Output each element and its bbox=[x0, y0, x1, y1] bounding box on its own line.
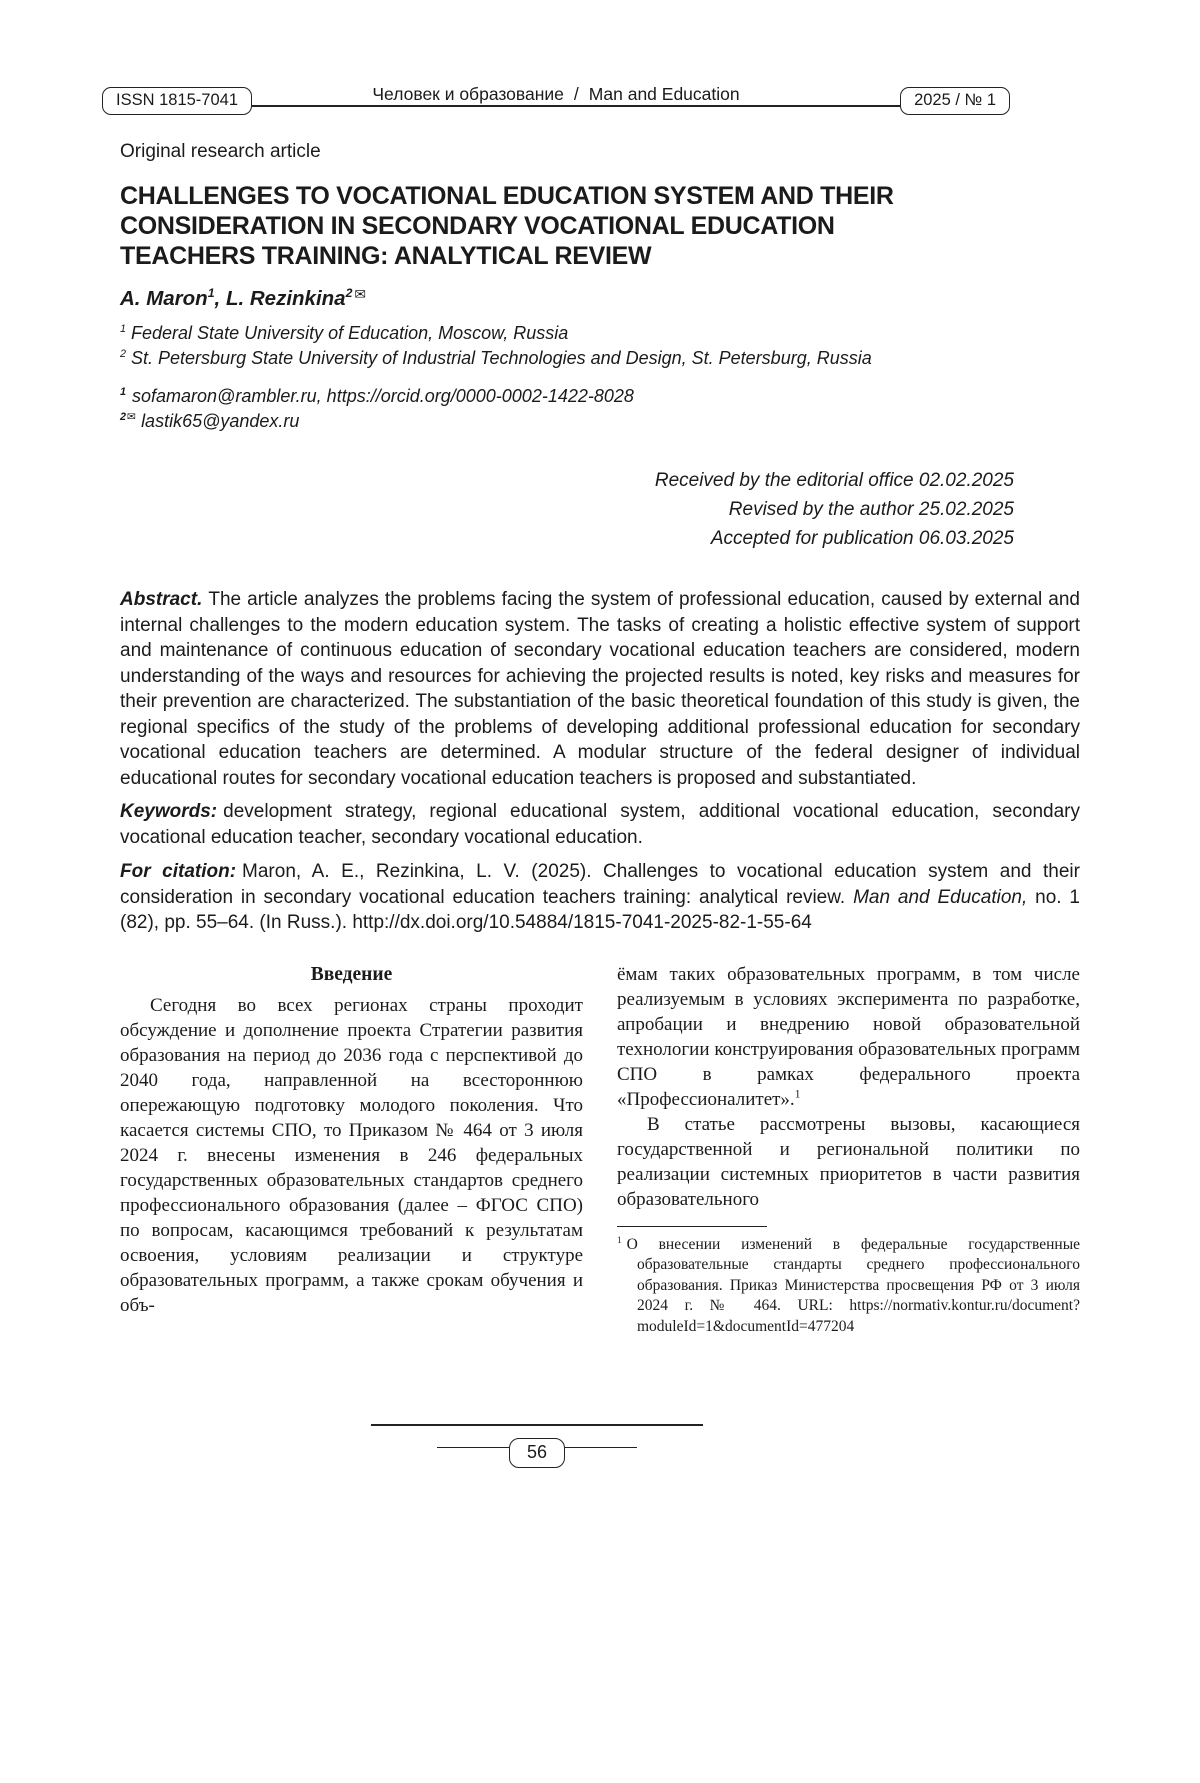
journal-title bbox=[372, 84, 739, 105]
footnote-number: 1 bbox=[617, 1235, 622, 1246]
authors-separator: , bbox=[214, 287, 226, 310]
affiliation-2-number: 2 bbox=[120, 348, 127, 360]
footer-left-line bbox=[437, 1447, 509, 1449]
journal-title-en: Man and Education bbox=[588, 84, 740, 104]
revised-date: Revised by the author 25.02.2025 bbox=[728, 499, 1014, 520]
journal-header bbox=[102, 85, 1010, 117]
article-dates bbox=[120, 466, 1080, 553]
citation-label: For citation: bbox=[120, 861, 237, 882]
abstract-label: Abstract. bbox=[120, 589, 203, 610]
contact-1-number: 1 bbox=[120, 386, 127, 398]
page-number-row bbox=[437, 1438, 637, 1468]
author-2-name: L. Rezinkina bbox=[225, 287, 346, 310]
footnote-reference: 1 bbox=[794, 1088, 801, 1101]
footer-right-line bbox=[565, 1447, 637, 1449]
body-paragraph bbox=[617, 962, 1080, 1112]
affiliation-2 bbox=[120, 346, 1080, 371]
received-date: Received by the editorial office 02.02.2025 bbox=[654, 470, 1014, 491]
footnote bbox=[617, 1235, 1080, 1338]
accepted-date: Accepted for publication 06.03.2025 bbox=[710, 528, 1014, 549]
contact-2-email[interactable]: lastik65@yandex.ru bbox=[141, 411, 300, 431]
abstract bbox=[120, 587, 1080, 791]
body-paragraph: В статье рассмотрены вызовы, касающиеся государственной и региональной политики по реализации системных приоритетов в части развития образовательного bbox=[617, 1113, 1080, 1210]
issn-badge bbox=[102, 87, 252, 115]
affiliations bbox=[120, 321, 1080, 371]
contact-1 bbox=[120, 384, 1080, 409]
author-1-affiliation-ref: 1 bbox=[207, 286, 215, 301]
contacts bbox=[120, 384, 1080, 434]
body-paragraph-text: ёмам таких образовательных программ, в том числе реализуемым в условиях эксперимента по разработке, апробации и внедрению новой образовательной технологии конструирования образовательных программ СПО в рамках федерального проекта «Профессионалитет». bbox=[617, 963, 1080, 1110]
contact-2-number: 2 bbox=[120, 411, 127, 423]
authors-line bbox=[120, 287, 1080, 311]
article-body-columns bbox=[120, 962, 1080, 1338]
keywords-label: Keywords: bbox=[120, 801, 218, 822]
citation bbox=[120, 859, 1080, 936]
affiliation-1 bbox=[120, 321, 1080, 346]
journal-title-ru: Человек и образование bbox=[372, 84, 564, 104]
contact-1-email-orcid[interactable]: sofamaron@rambler.ru, https://orcid.org/0000-0002-1422-8028 bbox=[132, 386, 634, 406]
keywords-text: development strategy, regional educational system, additional vocational education, secondary vocational education teacher, secondary vocational education. bbox=[120, 801, 1080, 848]
citation-text-2: no. 1 (82), pp. 55–64. (In Russ.). http://dx.doi.org/10.54884/1815-7041-2025-82-1-55-64 bbox=[120, 886, 1080, 933]
issue-text: 2025 / № 1 bbox=[914, 91, 996, 109]
keywords bbox=[120, 799, 1080, 850]
citation-text-1: Maron, A. E., Rezinkina, L. V. (2025). Challenges to vocational education system and their consideration in secondary vocational education teachers training: analytical review. bbox=[120, 861, 1080, 908]
page-footer bbox=[371, 1424, 703, 1468]
author-2-affiliation-ref: 2 bbox=[345, 286, 353, 301]
affiliation-1-number: 1 bbox=[120, 323, 127, 335]
footnote-text: О внесении изменений в федеральные государственные образовательные стандарты среднего профессионального образования. Приказ Министерства просвещения РФ от 3 июля 2024 г. № 464. URL: https://normativ.kontur.ru/document?moduleId=1&documentId=477204 bbox=[626, 1235, 1080, 1335]
corresponding-author-envelope-icon: ✉ bbox=[354, 286, 367, 302]
article-type-label: Original research article bbox=[120, 141, 321, 162]
page-number-badge bbox=[509, 1438, 565, 1468]
affiliation-1-text: Federal State University of Education, Moscow, Russia bbox=[131, 323, 569, 343]
right-column bbox=[617, 962, 1080, 1338]
envelope-icon: ✉ bbox=[127, 411, 137, 423]
author-1-name: A. Maron bbox=[120, 287, 208, 310]
footer-rule bbox=[371, 1424, 703, 1426]
abstract-text: The article analyzes the problems facing the system of professional education, caused by external and internal challenges to the modern education system. The tasks of creating a holistic effective system of support and maintenance of continuous education of secondary vocational education teachers are considered, modern understanding of the ways and resources for achieving the projected results is noted, key risks and measures for their prevention are characterized. The substantiation of the basic theoretical foundation of this study is given, the regional specifics of the study of the problems of developing additional professional education for secondary vocational education teachers are determined. A modular structure of the federal designer of individual educational routes for secondary vocational education teachers is proposed and substantiated. bbox=[120, 589, 1080, 789]
journal-title-separator: / bbox=[573, 84, 579, 104]
citation-journal-name: Man and Education, bbox=[845, 886, 1028, 908]
issue-badge bbox=[900, 87, 1010, 115]
issn-text: ISSN 1815-7041 bbox=[116, 91, 239, 109]
footnote-rule bbox=[617, 1226, 767, 1227]
body-paragraph: Сегодня во всех регионах страны проходит обсуждение и дополнение проекта Стратегии развития образования на период до 2036 года с перспективой до 2040 года, направленной на всестороннюю опережающую подготовку молодого поколения. Что касается системы СПО, то Приказом № 464 от 3 июля 2024 г. внесены изменения в 246 федеральных государственных образовательных стандартов среднего профессионального образования (далее – ФГОС СПО) по вопросам, касающимся требований к результатам освоения, условиям реализации и структуре образовательных программ, а также срокам обучения и объ- bbox=[120, 994, 583, 1316]
left-column bbox=[120, 962, 583, 1338]
affiliation-2-text: St. Petersburg State University of Industrial Technologies and Design, St. Petersburg, Russia bbox=[131, 348, 872, 368]
section-heading-introduction: Введение bbox=[310, 963, 393, 985]
page-number: 56 bbox=[526, 1441, 548, 1462]
article-title: CHALLENGES TO VOCATIONAL EDUCATION SYSTEM AND THEIR CONSIDERATION IN SECONDARY VOCATIONAL EDUCATION TEACHERS TRAINING: ANALYTICAL REVIEW bbox=[120, 182, 894, 270]
contact-2 bbox=[120, 409, 1080, 434]
footnote-block bbox=[617, 1226, 1080, 1338]
